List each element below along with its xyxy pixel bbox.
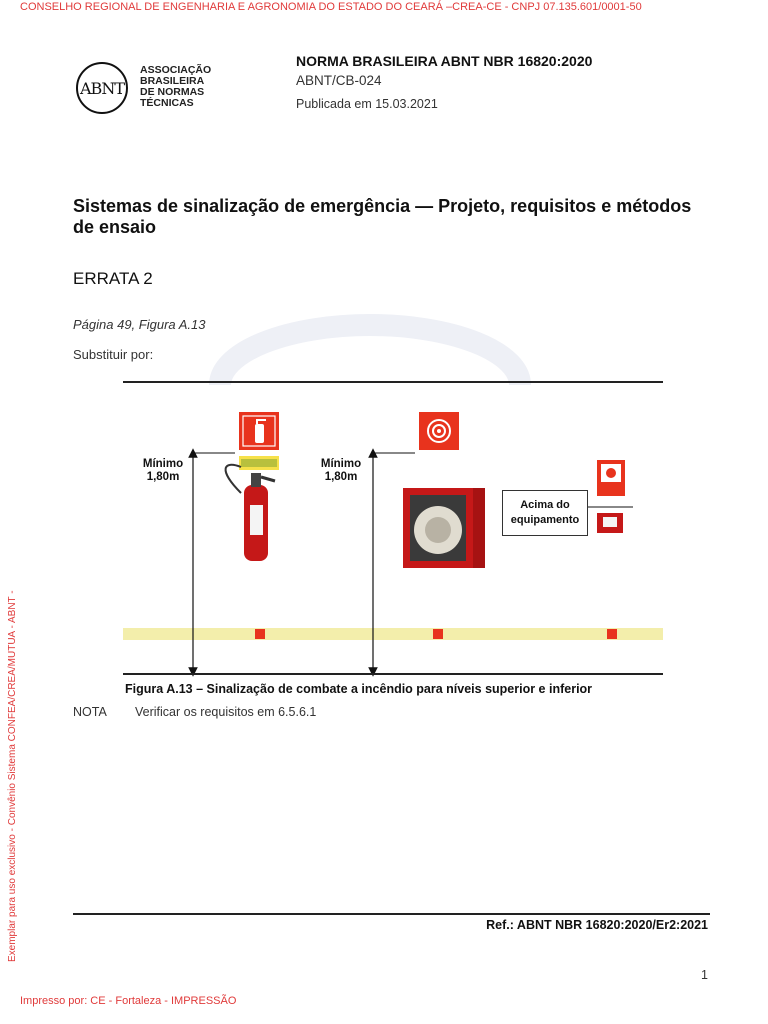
standard-title: NORMA BRASILEIRA ABNT NBR 16820:2020 [296,53,593,69]
fire-extinguisher [226,465,275,561]
logo-line: BRASILEIRA [140,75,205,87]
floor-mark-alarm [607,629,617,639]
minimum-label: Mínimo [320,458,362,470]
floor-strip [123,628,663,640]
watermark-header: CONSELHO REGIONAL DE ENGENHARIA E AGRONOMIA DO ESTADO DO CEARÁ –CREA-CE - CNPJ 07.135.601/0001-50 [20,1,642,13]
publication-date: Publicada em 15.03.2021 [296,97,438,111]
fire-extinguisher-icon [239,412,279,470]
floor-mark-extinguisher [255,629,265,639]
minimum-value: 1,80m [324,471,358,483]
figure-caption: Figura A.13 – Sinalização de combate a incêndio para níveis superior e inferior [125,682,593,696]
page-number: 1 [701,968,708,982]
printed-by: Impresso por: CE - Fortaleza - IMPRESSÃO [20,995,237,1007]
document-reference: Ref.: ABNT NBR 16820:2020/Er2:2021 [486,918,708,932]
logo-line: DE NORMAS [140,86,205,98]
page-reference: Página 49, Figura A.13 [73,317,206,332]
fire-hose-icon [419,412,459,450]
fire-alarm-icon [597,460,625,496]
abnt-logo [76,62,128,114]
minimum-value: 1,80m [146,471,180,483]
note-label: NOTA [73,705,107,719]
above-equipment-label: Acima do equipamento [502,490,588,536]
document-title: Sistemas de sinalização de emergência — Projeto, requisitos e métodos de ensaio [73,196,692,237]
watermark-side: Exemplar para uso exclusivo - Convênio Sistema CONFEA/CREA/MUTUA - ABNT - [7,590,18,962]
background-watermark [200,300,540,390]
minimum-height-label-2 [311,458,371,484]
floor-mark-hose [433,629,443,639]
logo-mark: ABNT [80,78,124,98]
figure-bottom-rule [123,673,663,675]
fire-alarm-pushbutton [587,507,633,533]
fire-hose-cabinet [403,488,485,568]
logo-wordmark [140,65,230,109]
figure-top-rule [123,381,663,383]
logo-line: TÉCNICAS [140,97,194,109]
logo-line: ASSOCIAÇÃO [140,64,212,76]
replace-label: Substituir por: [73,347,154,362]
errata-heading: ERRATA 2 [73,269,153,288]
minimum-height-label-1 [133,458,193,484]
footer-rule [73,913,710,915]
minimum-label: Mínimo [142,458,184,470]
note-text: Verificar os requisitos em 6.5.6.1 [135,705,317,719]
committee: ABNT/CB-024 [296,73,382,88]
